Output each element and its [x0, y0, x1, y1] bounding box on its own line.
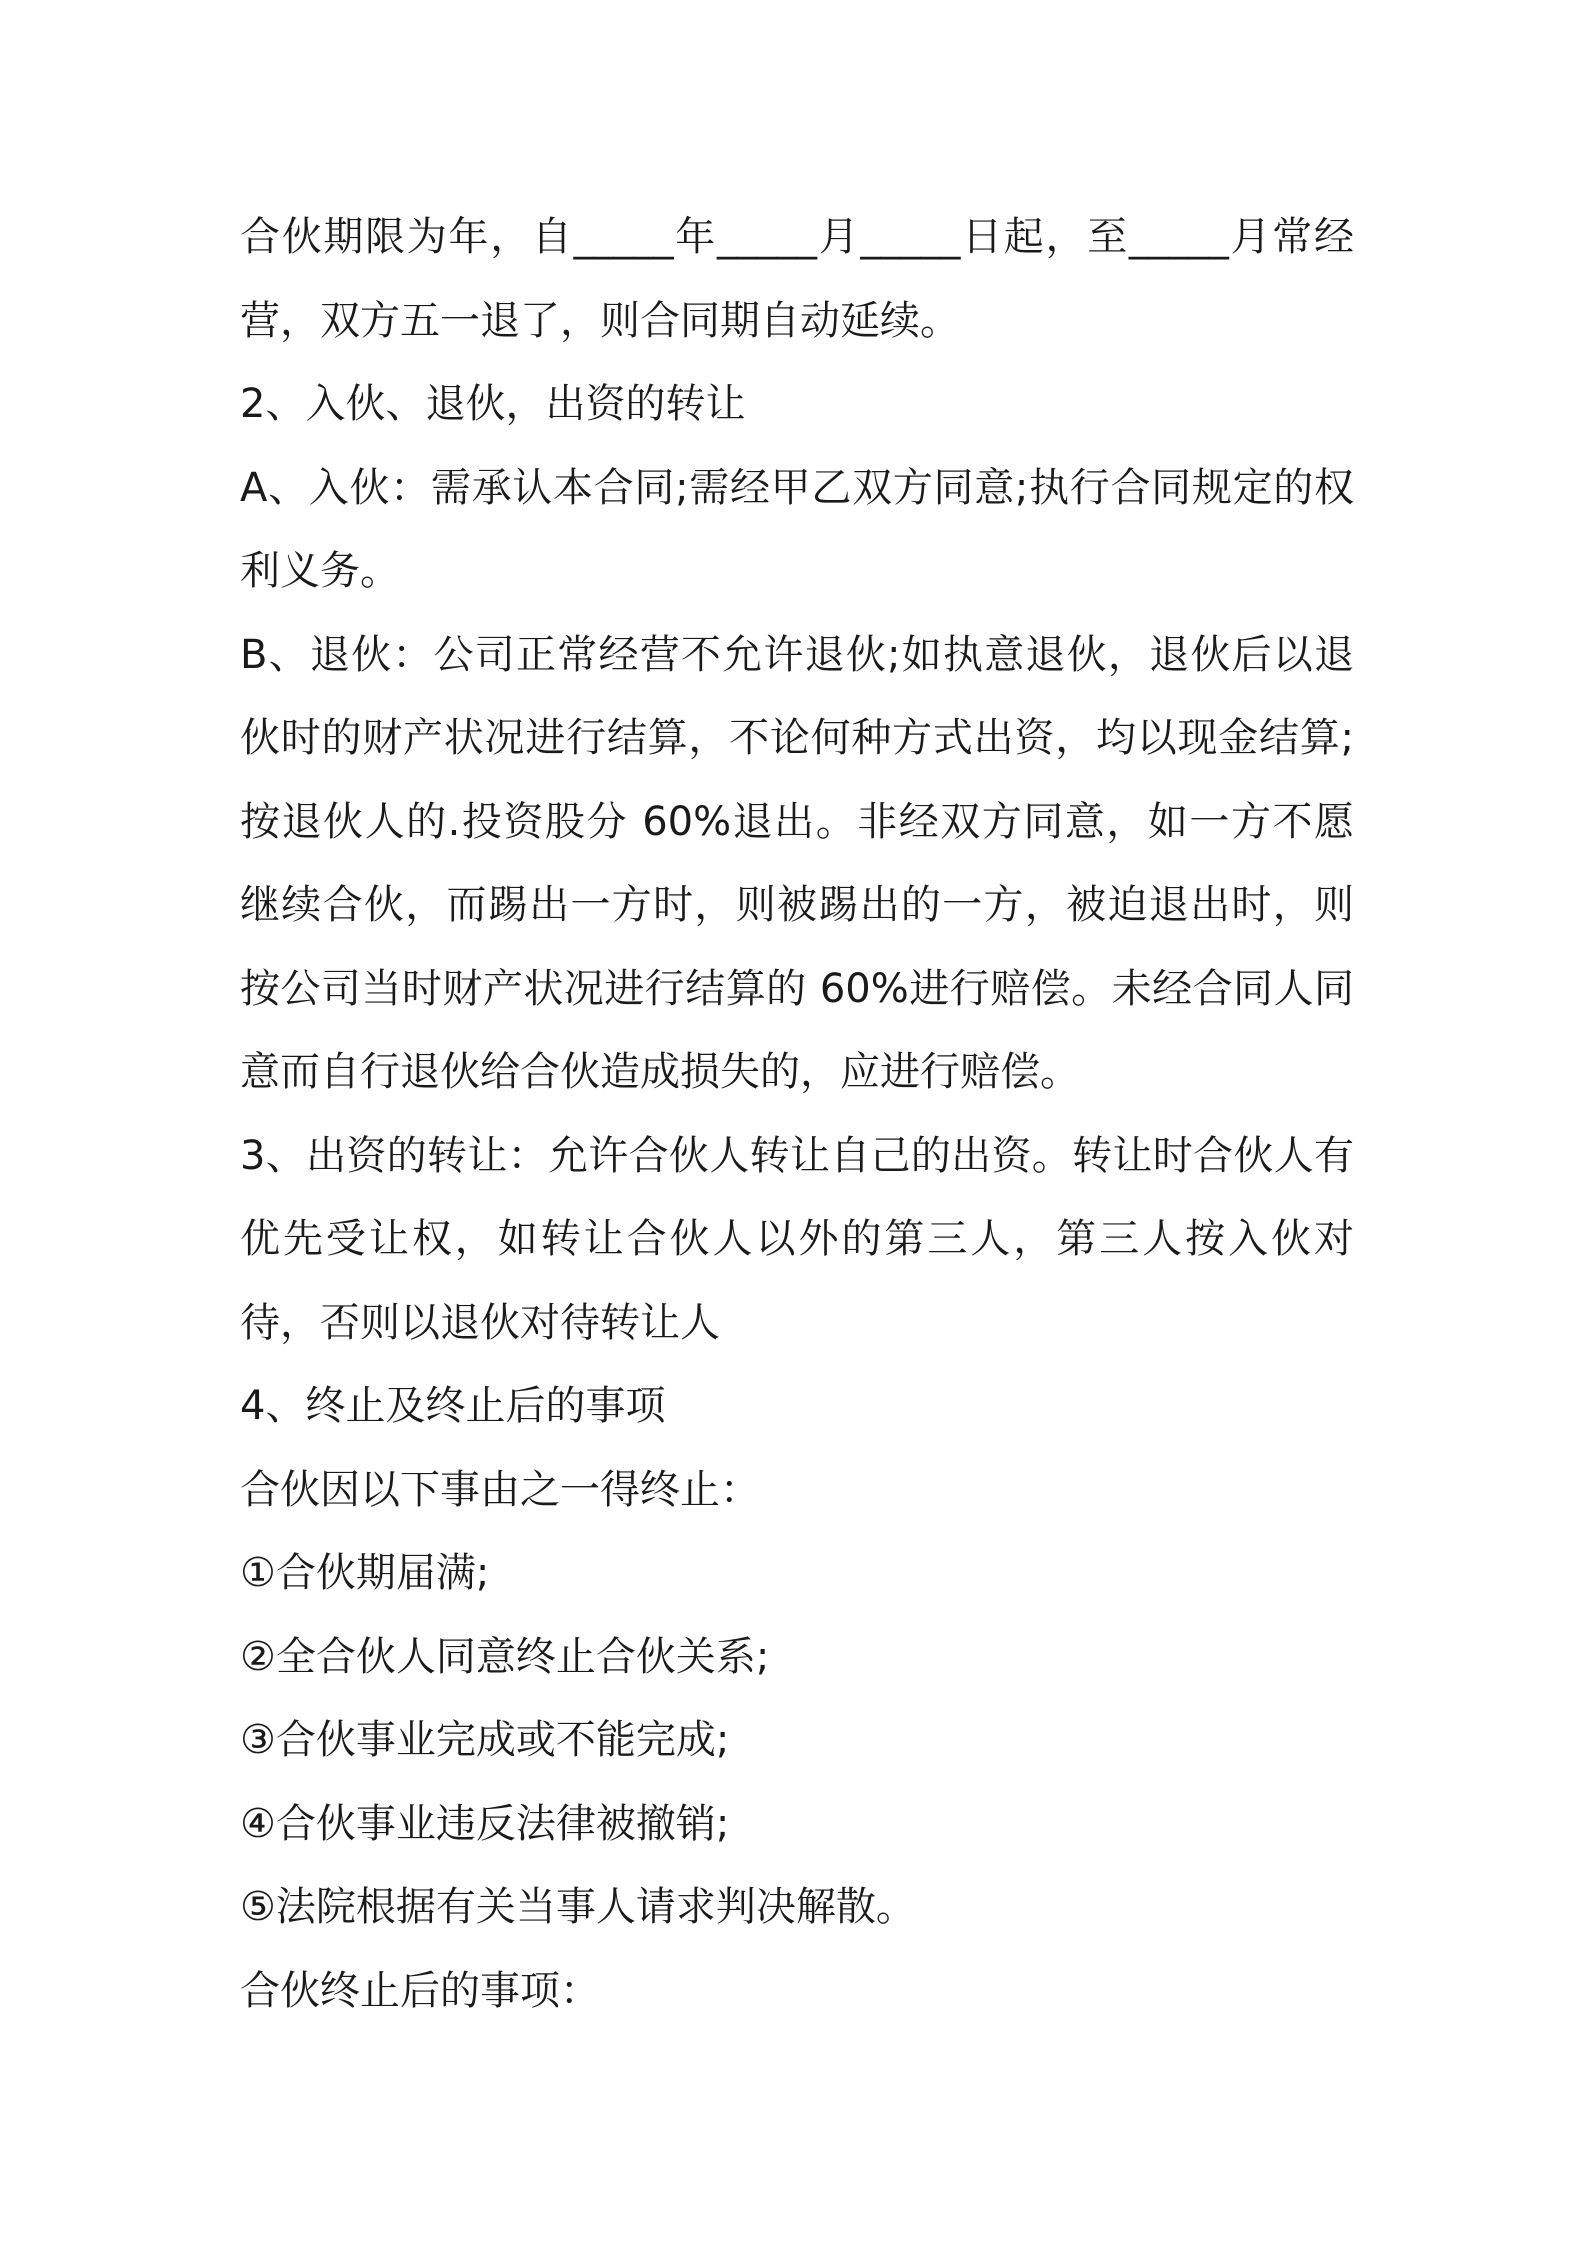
- list-item-termination-5: ⑤法院根据有关当事人请求判决解散。: [240, 1884, 916, 1930]
- list-item-termination-2: ②全合伙人同意终止合伙关系;: [240, 1633, 770, 1680]
- heading-section-4: 4、终止及终止后的事项: [240, 1383, 666, 1429]
- paragraph-termination-intro: 合伙因以下事由之一得终止：: [240, 1466, 760, 1513]
- heading-section-2: 2、入伙、退伙，出资的转让: [240, 381, 746, 427]
- paragraph-post-termination: 合伙终止后的事项：: [240, 1967, 600, 2014]
- list-item-termination-3: ③合伙事业完成或不能完成;: [240, 1717, 730, 1763]
- paragraph-withdrawal: B、退伙：公司正常经营不允许退伙;如执意退伙，退伙后以退伙时的财产状况进行结算，不论何种方式出资，均以现金结算;按退伙人的.投资股分 60%退出。非经双方同意，如一方不愿继续合伙，而踢出一方时，则被踢出的一方，被迫退出时，则按公司当时财产状况进行结算的 60%进行赔偿。未经合同人同意而自行退伙给合伙造成损失的，应进行赔偿。: [240, 631, 1354, 1095]
- list-item-termination-1: ①合伙期届满;: [240, 1550, 490, 1596]
- document-body: [240, 196, 1354, 2033]
- list-item-termination-4: ④合伙事业违反法律被撤销;: [240, 1800, 730, 1847]
- paragraph-capital-transfer: 3、出资的转让：允许合伙人转让自己的出资。转让时合伙人有优先受让权，如转让合伙人以外的第三人，第三人按入伙对待，否则以退伙对待转让人: [240, 1132, 1354, 1346]
- paragraph-term-period: 合伙期限为年，自_____年_____月_____日起，至_____月常经营，双方五一退了，则合同期自动延续。: [240, 214, 1354, 344]
- paragraph-joining: A、入伙：需承认本合同;需经甲乙双方同意;执行合同规定的权利义务。: [240, 464, 1354, 594]
